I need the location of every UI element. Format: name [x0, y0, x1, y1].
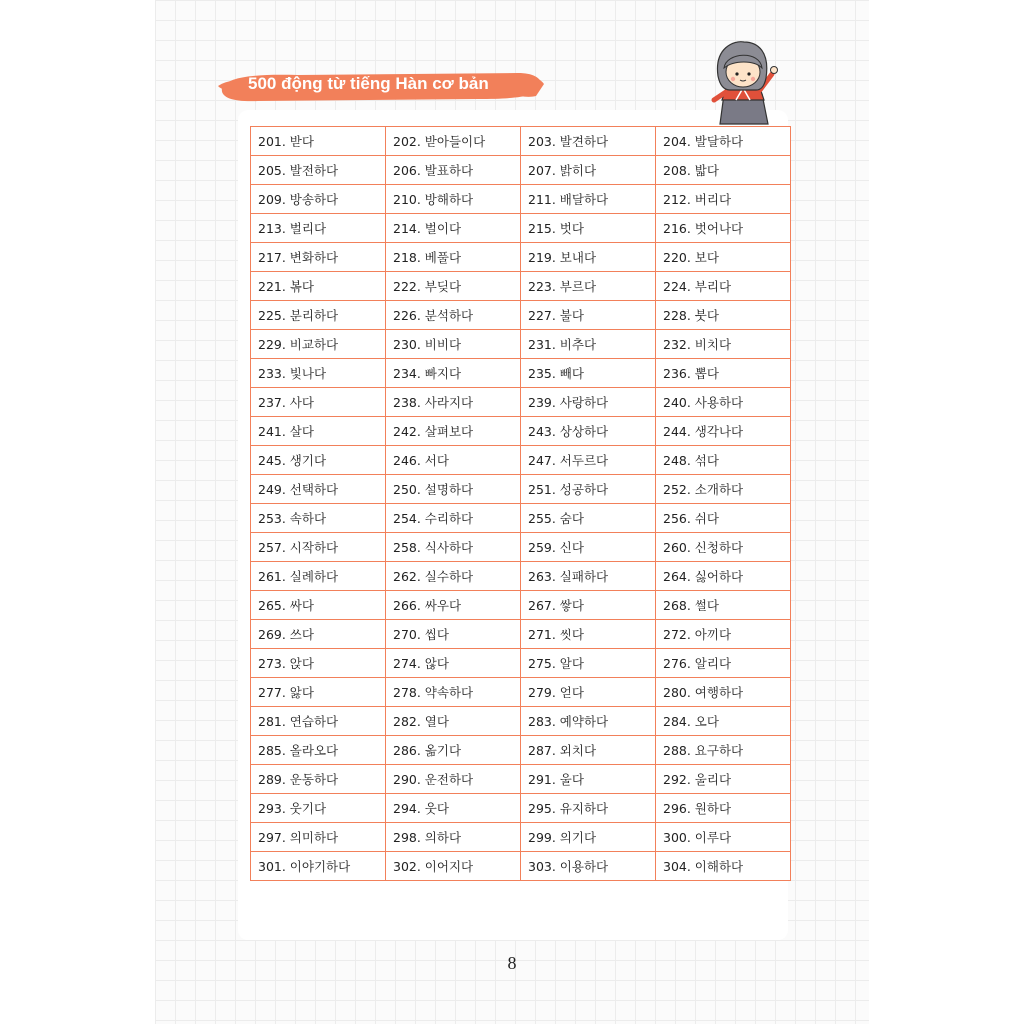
table-row: [251, 591, 791, 620]
verb-cell: 291. 울다: [521, 765, 656, 794]
verb-cell: 258. 식사하다: [386, 533, 521, 562]
verb-cell: 210. 방해하다: [386, 185, 521, 214]
verb-cell: 241. 살다: [251, 417, 386, 446]
verb-cell: 214. 벌이다: [386, 214, 521, 243]
verb-cell: 246. 서다: [386, 446, 521, 475]
verb-cell: 227. 불다: [521, 301, 656, 330]
verb-cell: 215. 벗다: [521, 214, 656, 243]
verb-cell: 279. 얻다: [521, 678, 656, 707]
verb-cell: 243. 상상하다: [521, 417, 656, 446]
verb-cell: 293. 웃기다: [251, 794, 386, 823]
table-row: [251, 504, 791, 533]
table-row: [251, 794, 791, 823]
verb-cell: 228. 붓다: [656, 301, 791, 330]
verb-cell: 262. 실수하다: [386, 562, 521, 591]
verb-cell: 267. 쌓다: [521, 591, 656, 620]
verb-cell: 303. 이용하다: [521, 852, 656, 881]
verb-cell: 205. 발전하다: [251, 156, 386, 185]
table-row: [251, 852, 791, 881]
table-row: [251, 562, 791, 591]
verb-cell: 234. 빠지다: [386, 359, 521, 388]
verb-cell: 239. 사랑하다: [521, 388, 656, 417]
verb-cell: 221. 볶다: [251, 272, 386, 301]
verb-cell: 213. 벌리다: [251, 214, 386, 243]
table-row: [251, 127, 791, 156]
verb-cell: 263. 실패하다: [521, 562, 656, 591]
verb-cell: 250. 설명하다: [386, 475, 521, 504]
verb-cell: 283. 예약하다: [521, 707, 656, 736]
verb-cell: 220. 보다: [656, 243, 791, 272]
verb-cell: 208. 밟다: [656, 156, 791, 185]
verb-cell: 251. 성공하다: [521, 475, 656, 504]
verb-cell: 216. 벗어나다: [656, 214, 791, 243]
table-row: [251, 475, 791, 504]
verb-cell: 209. 방송하다: [251, 185, 386, 214]
verb-cell: 289. 운동하다: [251, 765, 386, 794]
table-row: [251, 156, 791, 185]
table-row: [251, 823, 791, 852]
verb-cell: 304. 이해하다: [656, 852, 791, 881]
table-row: [251, 388, 791, 417]
table-row: [251, 620, 791, 649]
table-row: [251, 446, 791, 475]
page-title: 500 động từ tiếng Hàn cơ bản: [248, 74, 489, 93]
verb-cell: 296. 원하다: [656, 794, 791, 823]
verb-cell: 302. 이어지다: [386, 852, 521, 881]
verb-cell: 230. 비비다: [386, 330, 521, 359]
verb-cell: 206. 발표하다: [386, 156, 521, 185]
verb-cell: 202. 받아들이다: [386, 127, 521, 156]
verb-cell: 282. 열다: [386, 707, 521, 736]
verb-cell: 281. 연습하다: [251, 707, 386, 736]
verb-cell: 260. 신청하다: [656, 533, 791, 562]
verb-cell: 222. 부딪다: [386, 272, 521, 301]
verb-cell: 236. 뽑다: [656, 359, 791, 388]
verb-cell: 266. 싸우다: [386, 591, 521, 620]
verb-cell: 290. 운전하다: [386, 765, 521, 794]
table-row: [251, 301, 791, 330]
verb-cell: 271. 씻다: [521, 620, 656, 649]
verb-cell: 256. 쉬다: [656, 504, 791, 533]
verb-cell: 268. 썰다: [656, 591, 791, 620]
verb-cell: 253. 속하다: [251, 504, 386, 533]
verb-cell: 277. 앓다: [251, 678, 386, 707]
table-row: [251, 417, 791, 446]
verb-cell: 235. 빼다: [521, 359, 656, 388]
verb-cell: 299. 의기다: [521, 823, 656, 852]
verb-cell: 240. 사용하다: [656, 388, 791, 417]
table-row: [251, 330, 791, 359]
verb-cell: 244. 생각나다: [656, 417, 791, 446]
verb-cell: 237. 사다: [251, 388, 386, 417]
verb-cell: 207. 밝히다: [521, 156, 656, 185]
table-row: [251, 736, 791, 765]
verb-cell: 280. 여행하다: [656, 678, 791, 707]
verb-cell: 224. 부리다: [656, 272, 791, 301]
page-number: 8: [507, 953, 517, 973]
verb-cell: 203. 발견하다: [521, 127, 656, 156]
verb-cell: 223. 부르다: [521, 272, 656, 301]
verb-cell: 287. 외치다: [521, 736, 656, 765]
table-row: [251, 185, 791, 214]
table-row: [251, 272, 791, 301]
verb-cell: 242. 살펴보다: [386, 417, 521, 446]
verb-cell: 247. 서두르다: [521, 446, 656, 475]
verb-cell: 284. 오다: [656, 707, 791, 736]
verb-cell: 286. 옮기다: [386, 736, 521, 765]
verb-cell: 264. 싫어하다: [656, 562, 791, 591]
hanbok-girl-icon: [706, 38, 786, 128]
table-row: [251, 359, 791, 388]
verb-cell: 252. 소개하다: [656, 475, 791, 504]
verb-cell: 276. 알리다: [656, 649, 791, 678]
verb-cell: 211. 배달하다: [521, 185, 656, 214]
verb-cell: 298. 의하다: [386, 823, 521, 852]
verb-cell: 273. 앉다: [251, 649, 386, 678]
verb-cell: 278. 약속하다: [386, 678, 521, 707]
verb-cell: 255. 숨다: [521, 504, 656, 533]
verb-cell: 212. 버리다: [656, 185, 791, 214]
verb-cell: 231. 비추다: [521, 330, 656, 359]
table-row: [251, 678, 791, 707]
verb-table: [250, 126, 791, 881]
verb-cell: 254. 수리하다: [386, 504, 521, 533]
table-row: [251, 533, 791, 562]
verb-cell: 269. 쓰다: [251, 620, 386, 649]
verb-cell: 217. 변화하다: [251, 243, 386, 272]
verb-cell: 300. 이루다: [656, 823, 791, 852]
table-row: [251, 765, 791, 794]
verb-cell: 204. 발달하다: [656, 127, 791, 156]
table-row: [251, 214, 791, 243]
verb-cell: 261. 실례하다: [251, 562, 386, 591]
verb-cell: 272. 아끼다: [656, 620, 791, 649]
verb-cell: 249. 선택하다: [251, 475, 386, 504]
verb-cell: 292. 울리다: [656, 765, 791, 794]
verb-cell: 259. 신다: [521, 533, 656, 562]
verb-cell: 232. 비치다: [656, 330, 791, 359]
verb-cell: 297. 의미하다: [251, 823, 386, 852]
verb-cell: 301. 이야기하다: [251, 852, 386, 881]
verb-cell: 233. 빛나다: [251, 359, 386, 388]
verb-cell: 229. 비교하다: [251, 330, 386, 359]
verb-cell: 274. 않다: [386, 649, 521, 678]
verb-cell: 218. 베풀다: [386, 243, 521, 272]
verb-cell: 294. 웃다: [386, 794, 521, 823]
verb-cell: 238. 사라지다: [386, 388, 521, 417]
verb-cell: 270. 씹다: [386, 620, 521, 649]
table-row: [251, 649, 791, 678]
table-row: [251, 243, 791, 272]
verb-cell: 226. 분석하다: [386, 301, 521, 330]
verb-cell: 248. 섞다: [656, 446, 791, 475]
verb-cell: 219. 보내다: [521, 243, 656, 272]
verb-cell: 288. 요구하다: [656, 736, 791, 765]
verb-cell: 201. 받다: [251, 127, 386, 156]
table-row: [251, 707, 791, 736]
title-banner: [218, 66, 544, 106]
verb-cell: 275. 알다: [521, 649, 656, 678]
verb-cell: 265. 싸다: [251, 591, 386, 620]
verb-cell: 225. 분리하다: [251, 301, 386, 330]
verb-cell: 245. 생기다: [251, 446, 386, 475]
verb-cell: 295. 유지하다: [521, 794, 656, 823]
verb-cell: 285. 올라오다: [251, 736, 386, 765]
verb-cell: 257. 시작하다: [251, 533, 386, 562]
